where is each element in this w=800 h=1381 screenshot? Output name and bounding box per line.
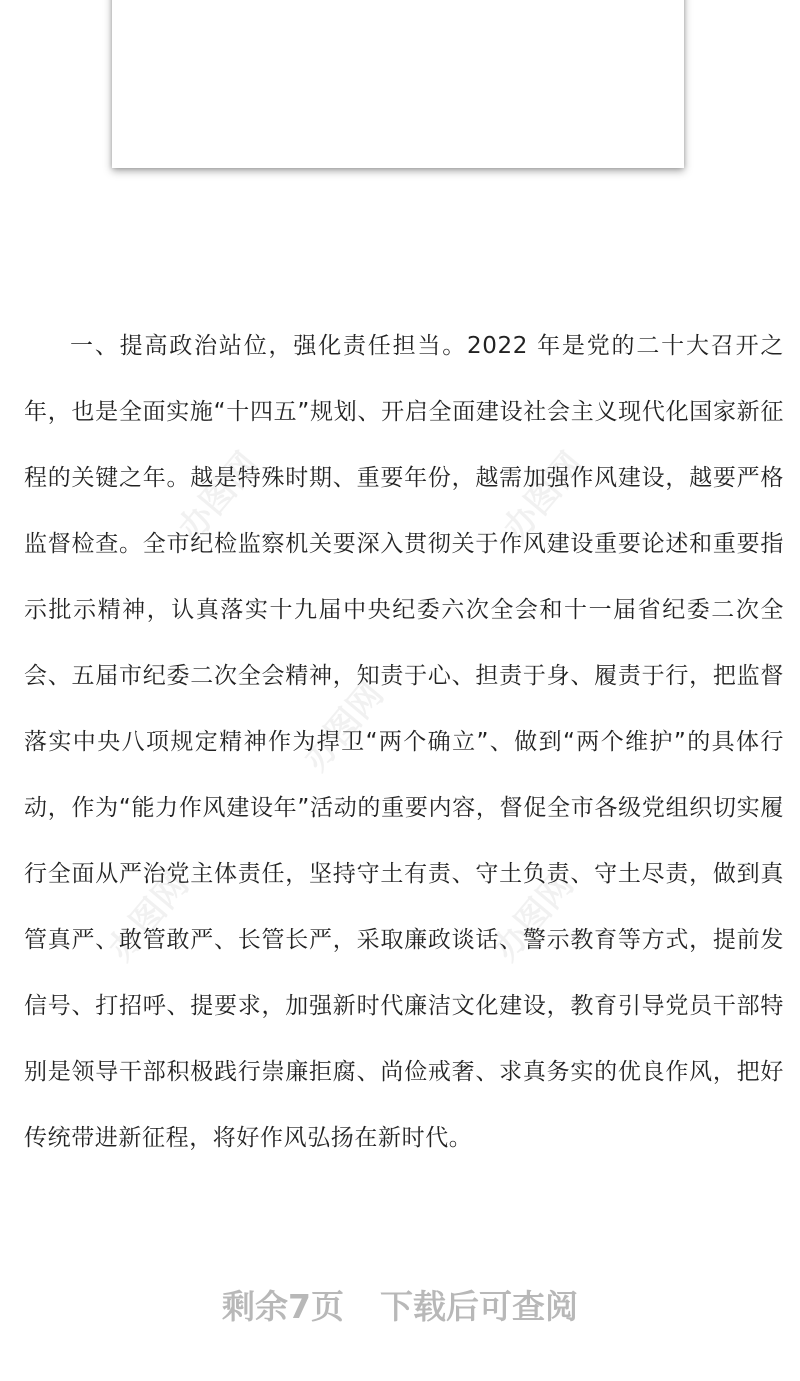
body-paragraph: 一、提高政治站位，强化责任担当。2022 年是党的二十大召开之年，也是全面实施“十四五”规划、开启全面建设社会主义现代化国家新征程的关键之年。越是特殊时期、重要年份，越需加强作风建设，越要严格监督检查。全市纪检监察机关要深入贯彻关于作风建设重要论述和重要指示批示精神，认真落实十九届中央纪委六次全会和十一届省纪委二次全会、五届市纪委二次全会精神，知责于心、担责于身、履责于行，把监督落实中央八项规定精神作为捍卫“两个确立”、做到“两个维护”的具体行动，作为“能力作风建设年”活动的重要内容，督促全市各级党组织切实履行全面从严治党主体责任，坚持守土有责、守土负责、守土尽责，做到真管真严、敢管敢严、长管长严，采取廉政谈话、警示教育等方式，提前发信号、打招呼、提要求，加强新时代廉洁文化建设，教育引导党员干部特别是领导干部积极践行崇廉拒腐、尚俭戒奢、求真务实的优良作风，把好传统带进新征程，将好作风弘扬在新时代。 bbox=[24, 333, 784, 1151]
watermark-5: 办图网 bbox=[485, 864, 582, 969]
watermark-2: 办图网 bbox=[495, 444, 592, 549]
download-hint-label: 下载后可查阅 bbox=[379, 1286, 578, 1326]
download-to-read-more[interactable] bbox=[0, 1276, 800, 1332]
previous-page-card bbox=[112, 0, 684, 168]
watermark-4: 办图网 bbox=[100, 864, 197, 969]
watermark-1: 办图网 bbox=[170, 444, 267, 549]
remaining-pages-label: 剩余7页 bbox=[222, 1286, 344, 1326]
watermark-3: 办图网 bbox=[295, 674, 392, 779]
